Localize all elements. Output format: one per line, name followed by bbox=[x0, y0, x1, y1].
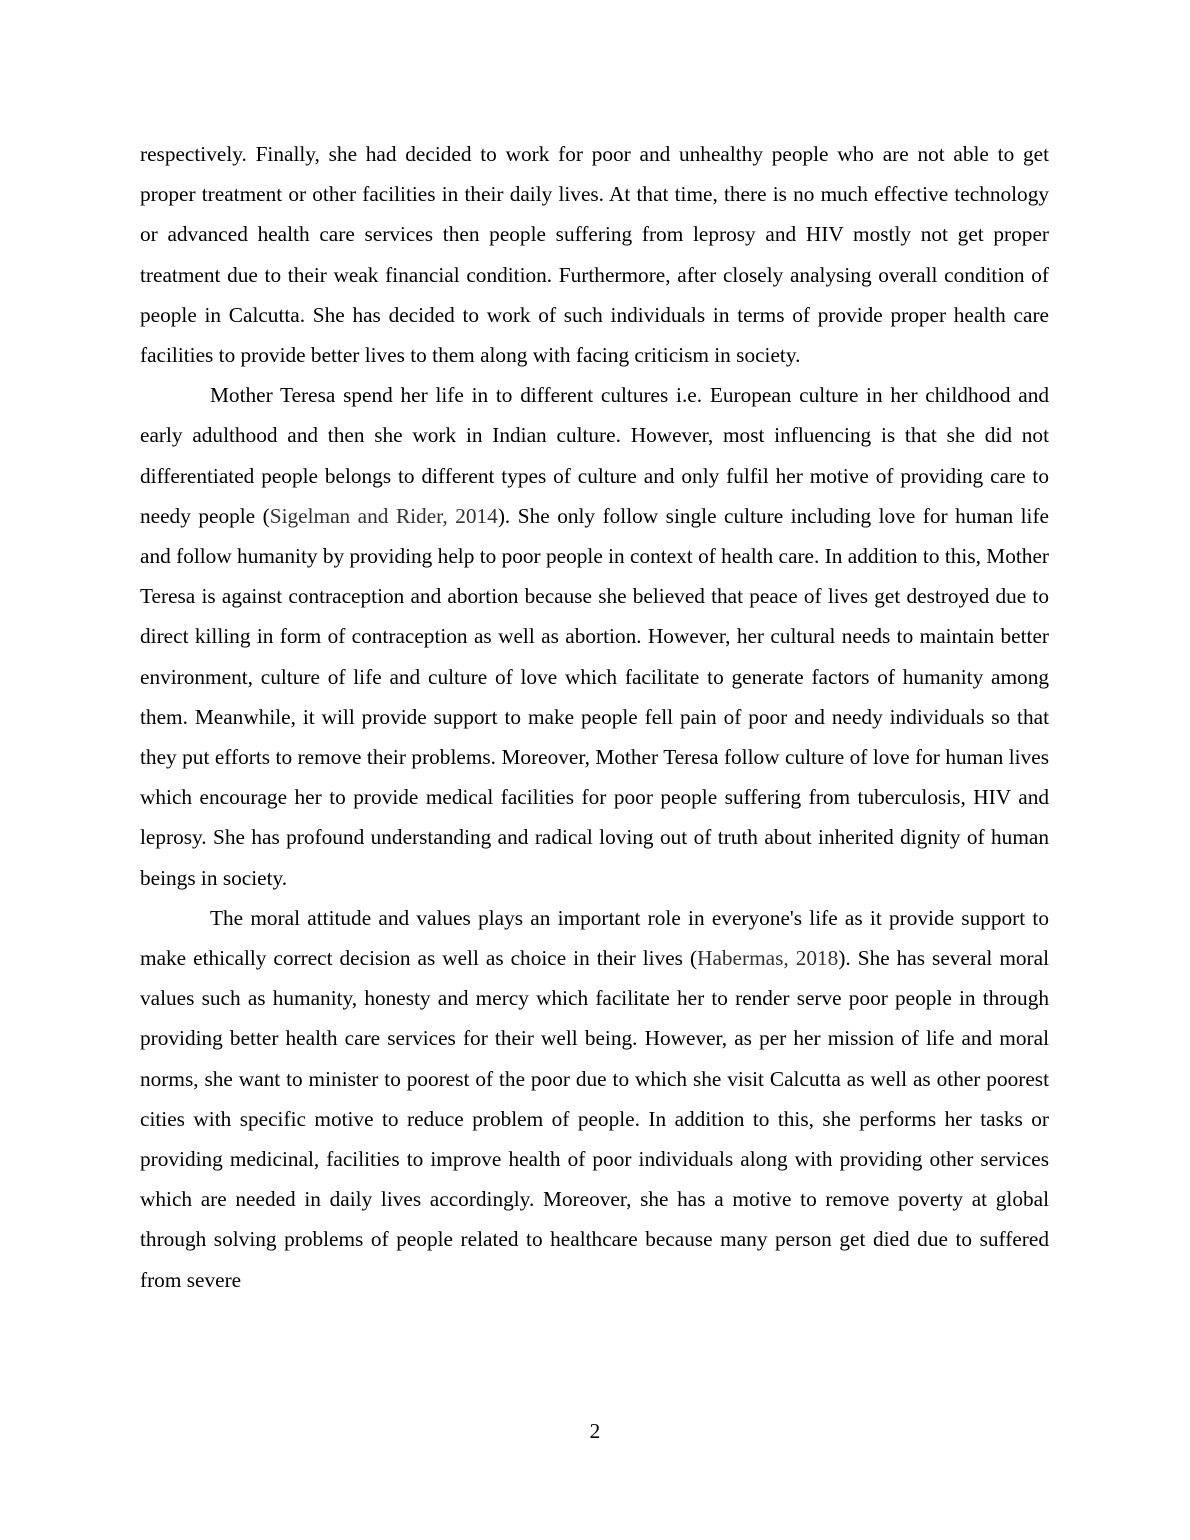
body-text bbox=[140, 134, 1049, 1300]
paragraph-2-text-a: Mother Teresa spend her life in to different cultures i.e. European culture in her childhood and early adulthood and then she work in Indian culture. However, most influencing is that she did not differentiated people belongs to different types of culture and only fulfil her motive of providing care to needy people ( bbox=[140, 383, 1049, 528]
paragraph-3 bbox=[140, 898, 1049, 1300]
citation-habermas: Habermas, 2018 bbox=[697, 946, 839, 971]
paragraph-3-text-b: ). She has several moral values such as humanity, honesty and mercy which facilitate her to render serve poor people in through providing better health care services for their well being. However, as per her mission of life and moral norms, she want to minister to poorest of the poor due to which she visit Calcutta as well as other poorest cities with specific motive to reduce problem of people. In addition to this, she performs her tasks or providing medicinal, facilities to improve health of poor individuals along with providing other services which are needed in daily lives accordingly. Moreover, she has a motive to remove poverty at global through solving problems of people related to healthcare because many person get died due to suffered from severe bbox=[140, 946, 1050, 1292]
paragraph-2-text-b: ). She only follow single culture including love for human life and follow humanity by providing help to poor people in context of health care. In addition to this, Mother Teresa is against contraception and abortion because she believed that peace of lives get destroyed due to direct killing in form of contraception as well as abortion. However, her cultural needs to maintain better environment, culture of life and culture of love which facilitate to generate factors of humanity among them. Meanwhile, it will provide support to make people fell pain of poor and needy individuals so that they put efforts to remove their problems. Moreover, Mother Teresa follow culture of love for human lives which encourage her to provide medical facilities for poor people suffering from tuberculosis, HIV and leprosy. She has profound understanding and radical loving out of truth about inherited dignity of human beings in society. bbox=[140, 503, 1049, 890]
paragraph-3-text-a: The moral attitude and values plays an important role in everyone's life as it provide support to make ethically correct decision as well as choice in their lives ( bbox=[140, 905, 1049, 971]
paragraph-1-text: respectively. Finally, she had decided to work for poor and unhealthy people who are not able to get proper treatment or other facilities in their daily lives. At that time, there is no much effective technology or advanced health care services then people suffering from leprosy and HIV mostly not get proper treatment due to their weak financial condition. Furthermore, after closely analysing overall condition of people in Calcutta. She has decided to work of such individuals in terms of provide proper health care facilities to provide better lives to them along with facing criticism in society. bbox=[140, 142, 1049, 368]
page-number: 2 bbox=[589, 1419, 601, 1443]
citation-sigelman-rider: Sigelman and Rider, 2014 bbox=[269, 503, 498, 528]
paragraph-1 bbox=[140, 134, 1049, 375]
paragraph-2 bbox=[140, 375, 1049, 898]
